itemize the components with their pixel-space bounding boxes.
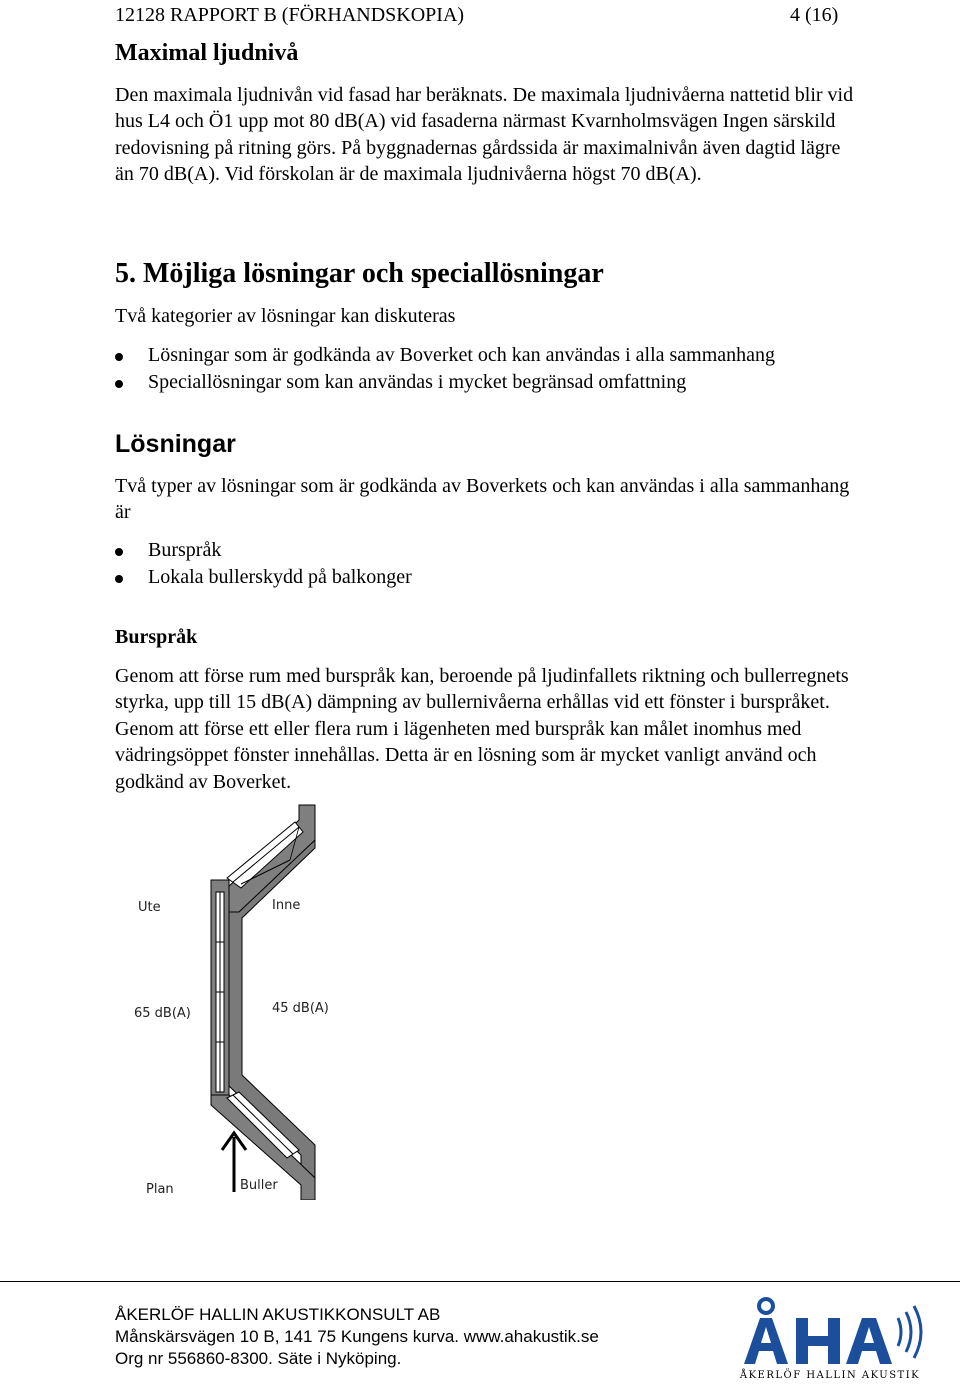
heading-maximal-ljudniva: Maximal ljudnivå xyxy=(115,40,299,66)
label-buller: Buller xyxy=(240,1178,278,1193)
logo-mark xyxy=(730,1296,930,1370)
label-level-inside: 45 dB(A) xyxy=(272,1001,329,1016)
footer-divider xyxy=(0,1281,960,1282)
list-item-text: Lokala bullerskydd på balkonger xyxy=(148,566,412,588)
bay-window-drawing xyxy=(115,800,445,1200)
logo-letter-h xyxy=(796,1318,840,1364)
list-item-text: Speciallösningar som kan användas i mycket begränsad omfattning xyxy=(148,371,687,393)
company-logo xyxy=(730,1296,930,1386)
list-item-text: Burspråk xyxy=(148,539,222,561)
footer-company: ÅKERLÖF HALLIN AKUSTIKKONSULT AB xyxy=(115,1305,441,1324)
footer-org: Org nr 556860-8300. Säte i Nyköping. xyxy=(115,1349,402,1368)
section-5-intro: Två kategorier av lösningar kan diskuteras xyxy=(115,305,456,327)
bay-window-diagram xyxy=(115,800,445,1200)
label-inne: Inne xyxy=(272,898,301,913)
page-number: 4 (16) xyxy=(790,4,839,26)
bullet-icon xyxy=(115,548,123,556)
label-level-outside: 65 dB(A) xyxy=(134,1006,191,1021)
paragraph-maximal-ljudniva: Den maximala ljudnivån vid fasad har beräknats. De maximala ljudnivåerna nattetid blir vid hus L4 och Ö1 upp mot 80 dB(A) vid fasaderna närmast Kvarnholmsvägen Ingen särskild redovisning på ritning görs. På byggnadernas gårdssida är maximalnivån även dagtid lägre än 70 dB(A). Vid förskolan är de maximala ljudnivåerna högst 70 dB(A). xyxy=(115,84,854,186)
bullet-icon xyxy=(115,575,123,583)
footer-address: Månskärsvägen 10 B, 141 75 Kungens kurva. www.ahakustik.se xyxy=(115,1327,599,1346)
logo-ring xyxy=(759,1299,773,1313)
logo-name: ÅKERLÖF HALLIN AKUSTIK xyxy=(739,1370,921,1381)
bullet-icon xyxy=(115,380,123,388)
label-plan: Plan xyxy=(146,1182,174,1197)
bullet-icon xyxy=(115,353,123,361)
paragraph-losningar: Två typer av lösningar som är godkända av Boverkets och kan användas i alla sammanhang är xyxy=(115,475,850,524)
paragraph-bursprak: Genom att förse rum med burspråk kan, beroende på ljudinfallets riktning och bullerregnets styrka, upp till 15 dB(A) dämpning av bullernivåerna erhållas vid ett fönster i burspråket. Genom att förse ett eller flera rum i lägenheten med burspråk kan målet inomhus med vädringsöppet fönster innehållas. Detta är en lösning som är mycket vanligt använd och godkänd av Boverket. xyxy=(115,665,849,793)
logo-wave xyxy=(898,1318,901,1346)
document-title: 12128 RAPPORT B (FÖRHANDSKOPIA) xyxy=(115,4,465,26)
section-5-heading: 5. Möjliga lösningar och speciallösningar xyxy=(115,258,604,289)
heading-bursprak: Burspråk xyxy=(115,626,198,648)
label-ute: Ute xyxy=(138,900,161,915)
list-item-text: Lösningar som är godkända av Boverket och kan användas i alla sammanhang xyxy=(148,344,776,366)
heading-losningar: Lösningar xyxy=(115,430,236,458)
